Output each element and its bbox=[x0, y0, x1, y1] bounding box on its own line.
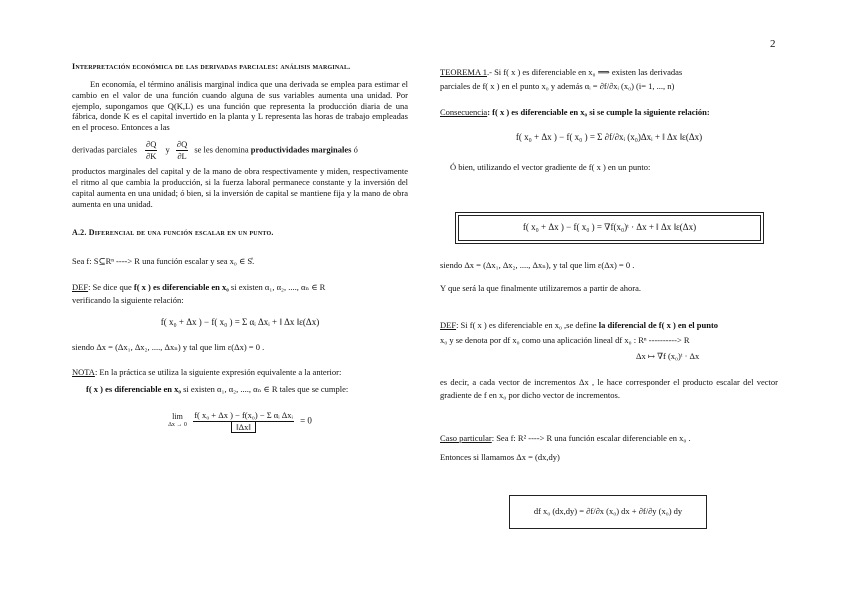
limit-fraction bbox=[193, 410, 294, 433]
nota-tail: si existen α₁, α₂, ...., αₙ ∈ R tales que se cumple: bbox=[183, 384, 349, 395]
def2-bold: la diferencial de f( x ) en el punto bbox=[598, 320, 719, 331]
denominator: ∂K bbox=[146, 151, 157, 162]
teorema-a: .- Si f( x ) es diferenciable en x₀ ⟹ existen las derivadas bbox=[487, 67, 683, 77]
obien-line: Ó bien, utilizando el vector gradiente de f( x ) en un punto: bbox=[450, 161, 651, 172]
def-bold: f( x ) es diferenciable en x₀ bbox=[133, 282, 229, 293]
caso-b: Entonces si llamamos Δx = (dx,dy) bbox=[440, 451, 560, 462]
limit-operator bbox=[168, 412, 187, 430]
siendo-line-left: siendo Δx = (Δx₁, Δx₂, ...., Δxₙ) y tal que lim ε(Δx) = 0 . bbox=[72, 342, 265, 353]
paragraph-marginal-products: productos marginales del capital y de la mano de obra respectivamente y miden, respectivamente el ritmo al que cambia la producción, si la fuerza laboral permanece constante y la inversión del capital aumenta en una unidad; ó bien, si la inversión de capital se mantiene fija y la mano de obra aumenta en una unidad. bbox=[72, 166, 408, 209]
caso-formula: df x₀ (dx,dy) = ∂f/∂x (x₀) dx + ∂f/∂y (x₀) dy bbox=[533, 506, 683, 516]
cons-formula: f( x₀ + Δx ) − f( x₀ ) = Σ ∂f/∂xᵢ (x₀)Δxᵢ + ‖ Δx ‖ε(Δx) bbox=[515, 132, 703, 143]
gradient-formula-box bbox=[455, 212, 764, 244]
deriv-prefix: derivadas parciales bbox=[72, 144, 137, 155]
nota-line bbox=[72, 367, 408, 378]
section-title: Interpretación económica de las derivadas parciales: análisis marginal. bbox=[72, 62, 351, 71]
numerator: ∂Q bbox=[176, 139, 188, 151]
def2-a: : Si f( x ) es diferenciable en x₀ ,se define bbox=[456, 320, 597, 331]
teorema-b: parciales de f( x ) en el punto x₀ y además αᵢ = ∂f/∂xᵢ (x₀) (i= 1, ..., n) bbox=[440, 80, 675, 91]
limit-formula bbox=[72, 410, 408, 433]
nota-label: NOTA bbox=[72, 367, 95, 378]
cons-label: Consecuencia bbox=[440, 107, 488, 118]
limit-equals: = 0 bbox=[300, 415, 312, 426]
lim-text: lim bbox=[172, 411, 183, 421]
def2-block bbox=[440, 318, 778, 349]
nota-text: : En la práctica se utiliza la siguiente expresión equivalente a la anterior: bbox=[94, 367, 342, 378]
caso-formula-box bbox=[509, 495, 707, 529]
deriv-mid: y bbox=[165, 144, 170, 155]
numerator: ∂Q bbox=[145, 139, 157, 151]
fraction-dq-dl bbox=[176, 139, 188, 162]
siendo-line-right: siendo Δx = (Δx₁, Δx₂, ...., Δxₙ), y tal que lim ε(Δx) = 0 . bbox=[440, 260, 635, 270]
y-que-line: Y que será la que finalmente utilizaremos a partir de ahora. bbox=[440, 283, 641, 294]
def-text-c: verificando la siguiente relación: bbox=[72, 294, 184, 305]
deriv-bold: productividades marginales bbox=[250, 144, 352, 155]
def2-explanation: es decir, a cada vector de incrementos Δx , le hace corresponder el producto escalar del vector gradiente de f en x₀ por dicho vector de incrementos. bbox=[440, 376, 778, 401]
def-text-b: si existen α₁, α₂, ...., αₙ ∈ R bbox=[230, 282, 326, 293]
def2-b: x₀ y se denota por df x₀ como una aplicación lineal df x₀ : Rⁿ ----------> R bbox=[440, 335, 690, 346]
deriv-tail: ó bbox=[353, 144, 358, 155]
teorema-label: TEOREMA 1 bbox=[440, 67, 487, 77]
sea-line: Sea f: S⊆Rⁿ ----> R una función escalar y sea x₀ ∈ S̊. bbox=[72, 256, 255, 267]
gradient-formula: f( x₀ + Δx ) − f( x₀ ) = ∇f(x₀)ᵗ · Δx + ‖ Δx ‖ε(Δx) bbox=[522, 222, 697, 232]
norm-box: ‖Δx‖ bbox=[231, 421, 256, 433]
cons-text: : f( x ) es diferenciable en x₀ si se cumple la siguiente relación: bbox=[487, 107, 710, 118]
caso-line bbox=[440, 433, 778, 444]
limit-denominator bbox=[193, 422, 294, 433]
def-text-a: : Se dice que bbox=[88, 282, 132, 293]
caso-label: Caso particular bbox=[440, 432, 492, 443]
def-formula: f( x₀ + Δx ) − f( x₀ ) = Σ αᵢ Δxᵢ + ‖ Δx ‖ε(Δx) bbox=[160, 316, 320, 327]
section-a2-title: A.2. Diferencial de una función escalar en un punto. bbox=[72, 227, 274, 237]
def2-label: DEF bbox=[440, 320, 457, 331]
partial-derivatives-line bbox=[72, 139, 408, 162]
teorema-block bbox=[440, 66, 778, 93]
def-paragraph bbox=[72, 281, 408, 307]
nota-condition bbox=[72, 384, 408, 395]
def2-map: Δx ↦ ∇f (x₀)ᵗ · Δx bbox=[636, 350, 700, 361]
fraction-dq-dk bbox=[145, 139, 157, 162]
deriv-suffix: se les denomina bbox=[194, 144, 249, 155]
lim-subscript: Δx → 0 bbox=[168, 422, 187, 429]
consecuencia-line bbox=[440, 107, 778, 118]
def-label: DEF bbox=[72, 282, 89, 293]
paragraph-marginal-analysis: En economía, el término análisis marginal indica que una derivada se emplea para estimar el cambio en el valor de una función cuando alguna de sus variables aumenta una unidad. Por ejemplo, supongamos que Q(K,L) es una función que representa la producción diaria de una fábrica, donde K es el capital invertido en la planta y L representa las horas de trabajo empleadas en el proceso. Entonces a las bbox=[72, 78, 408, 133]
limit-numerator: f( x₀ + Δx ) − f(x₀) − Σ αᵢ Δxᵢ bbox=[193, 410, 294, 422]
denominator: ∂L bbox=[177, 151, 187, 162]
page-number: 2 bbox=[770, 38, 776, 50]
caso-a: : Sea f: R² ----> R una función escalar diferenciable en x₀ . bbox=[491, 432, 691, 443]
nota-bold: f( x ) es diferenciable en x₀ bbox=[86, 384, 181, 395]
